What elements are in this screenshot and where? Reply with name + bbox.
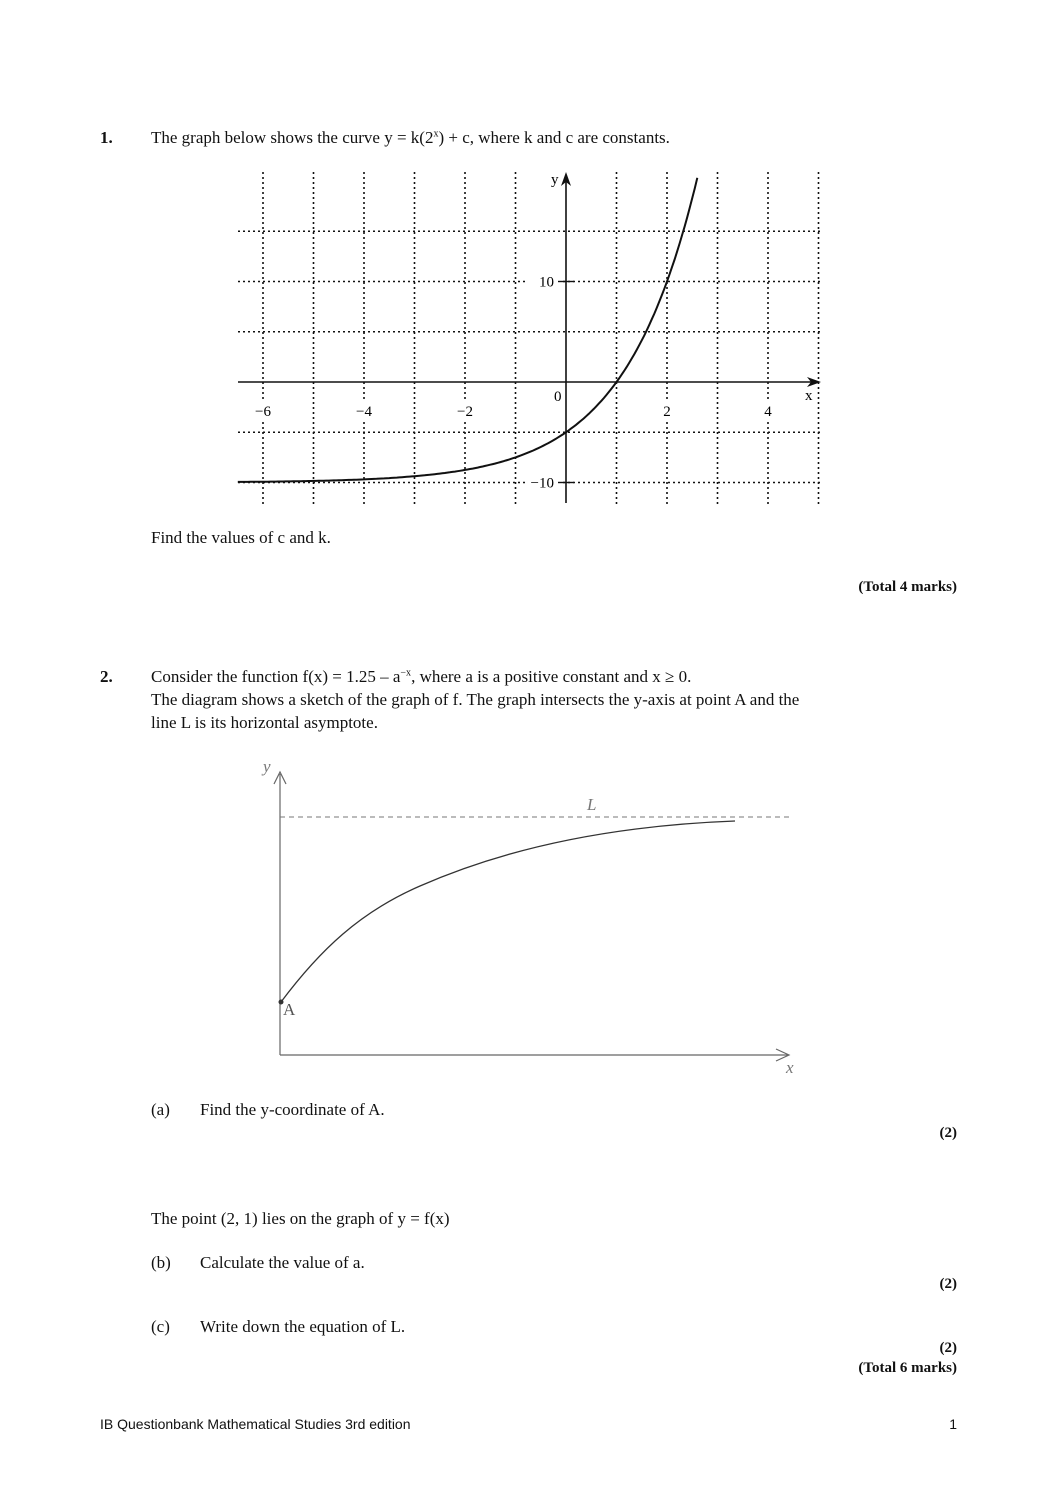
question-2-line-1-part: Consider the function f(x) = 1.25 – a (151, 667, 401, 686)
question-2-exponent: −x (400, 667, 412, 679)
q1-grid (238, 172, 820, 504)
x-tick-label: 2 (663, 404, 671, 420)
x-tick-label: −2 (457, 404, 473, 420)
x-tick-label: −4 (356, 404, 372, 420)
part-b-label: (b) (151, 1253, 171, 1272)
footer-source: IB Questionbank Mathematical Studies 3rd edition (100, 1416, 411, 1432)
x-tick-label: 4 (764, 404, 772, 420)
y-tick-label: −10 (530, 475, 554, 492)
q2-x-label: x (786, 1058, 794, 1077)
question-1-stem-part: The graph below shows the curve y = k(2 (151, 128, 434, 147)
part-a-label: (a) (151, 1100, 170, 1119)
question-2-line-2: The diagram shows a sketch of the graph of f. The graph intersects the y-axis at point A and the (151, 690, 800, 709)
part-c-text: Write down the equation of L. (200, 1317, 406, 1336)
footer-page-number: 1 (949, 1416, 957, 1432)
x-axis-label: x (805, 388, 813, 404)
question-1-stem-part: ) + c, where k and c are constants. (438, 128, 670, 147)
q2-sketch-diagram (0, 740, 1058, 1085)
q1-axes (238, 172, 821, 503)
question-1-total-marks: (Total 4 marks) (858, 579, 957, 595)
question-2-number: 2. (100, 667, 113, 686)
question-2-total-marks: (Total 6 marks) (858, 1360, 957, 1376)
y-axis-label: y (551, 172, 559, 188)
question-2-line-1 (151, 667, 691, 687)
question-2-line-3: line L is its horizontal asymptote. (151, 713, 378, 732)
part-c-marks: (2) (939, 1340, 957, 1356)
point-statement: The point (2, 1) lies on the graph of y = f(x) (151, 1209, 450, 1228)
point-a-label: A (283, 1000, 296, 1019)
q2-y-label: y (263, 757, 271, 776)
q1-curve (238, 178, 698, 482)
origin-label: 0 (554, 389, 562, 405)
y-tick-label: 10 (539, 274, 554, 291)
x-tick-label: −6 (255, 404, 271, 420)
part-a-text: Find the y-coordinate of A. (200, 1100, 385, 1119)
question-1-stem-exponent: x (433, 128, 439, 140)
part-b-text: Calculate the value of a. (200, 1253, 365, 1272)
question-1-instruction: Find the values of c and k. (151, 528, 331, 547)
part-b-marks: (2) (939, 1276, 957, 1292)
q1-exponential-graph (0, 0, 1058, 560)
question-1-number: 1. (100, 128, 113, 147)
question-2-line-1-part: , where a is a positive constant and x ≥ 0. (411, 667, 692, 686)
asymptote-label: L (587, 795, 597, 814)
part-a-marks: (2) (939, 1125, 957, 1141)
q2-curve (281, 821, 735, 1002)
part-c-label: (c) (151, 1317, 170, 1336)
